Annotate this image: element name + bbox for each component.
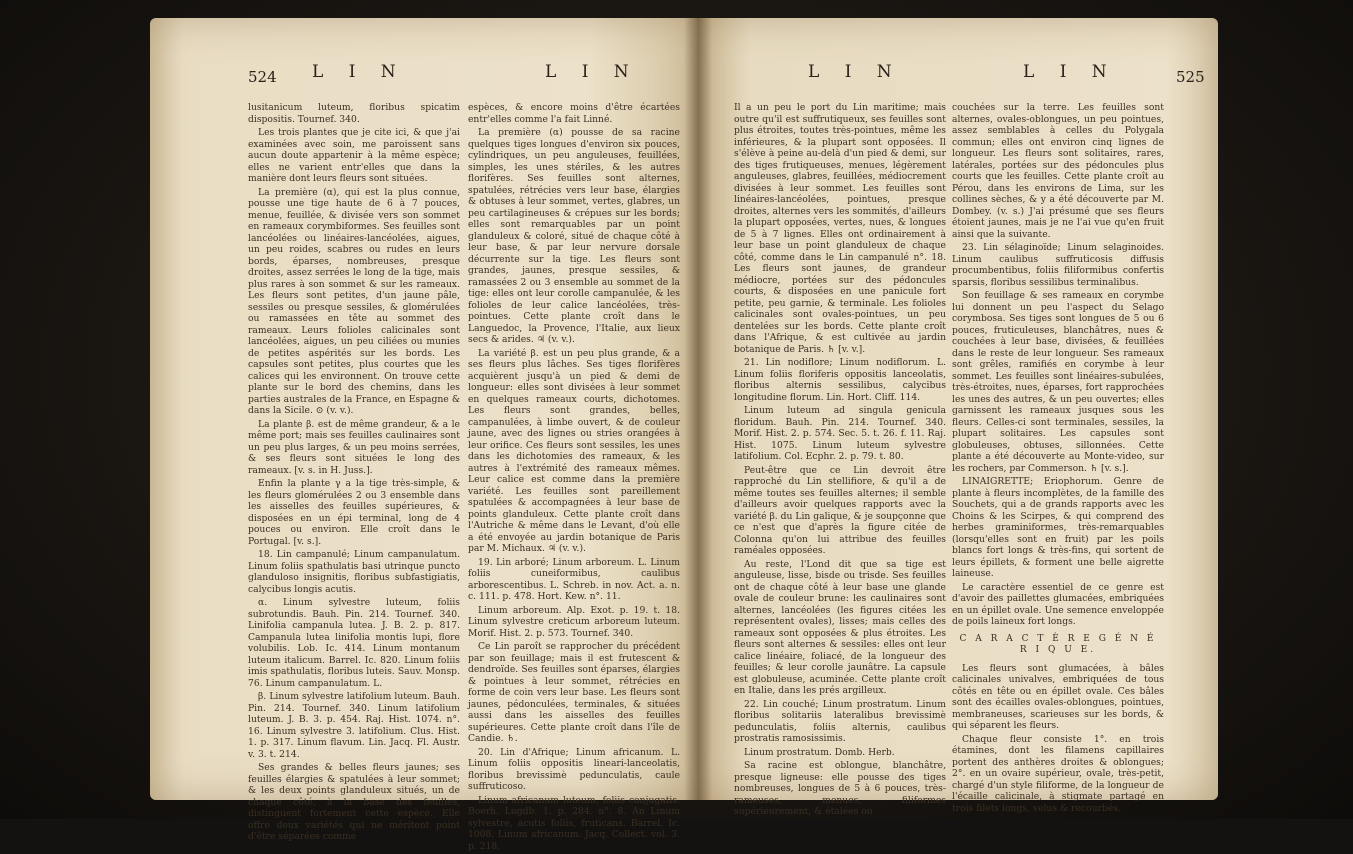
running-header-left: L I N [312, 62, 406, 82]
paragraph: lusitanicum luteum, floribus spicatim dispositis. Tournef. 340. [248, 102, 460, 125]
right-page-column-1 [734, 102, 946, 820]
left-page-column-2 [468, 102, 680, 854]
paragraph: Peut-être que ce Lin devroit être rapproché du Lin stellifiore, & qu'il a de même toutes ses feuilles alternes; il semble d'ailleurs avoir quelques rapports avec la variété β. du Lin galique, & je soupçonne que ce n'est que d'après la figure citée de Colonna qu'on lui attribue des feuilles raméales opposées. [734, 464, 946, 556]
running-header-left-col2: L I N [545, 62, 639, 82]
paragraph: La variété β. est un peu plus grande, & a ses fleurs plus lâches. Ses tiges florifères acquièrent jusqu'à un pied & demi de longueur: elles sont divisées à leur sommet en quelques rameaux courts, dichotomes. Les fleurs sont grandes, belles, campanulées, à limbe ouvert, & de couleur jaune, avec des lignes ou stries orangées à leur orifice. Ces fleurs sont sessiles, les unes dans les dichotomies des rameaux, & les autres à l'extrémité des rameaux mêmes. Leur calice est comme dans la première variété. Les feuilles sont pareillement spatulées & accompagnées à leur base de points glanduleux. Cette plante croît dans l'Autriche & même dans le Levant, d'où elle a été envoyée au jardin botanique de Paris par M. Michaux. ♃ (v. v.). [468, 347, 680, 554]
right-page [698, 18, 1218, 817]
running-header-right-col2: L I N [1023, 62, 1117, 82]
paragraph: Ce Lin paroît se rapprocher du précédent par son feuillage; mais il est frutescent & dendroïde. Ses feuilles sont éparses, élargies & pointues à leur sommet, rétrécies en forme de coin vers leur base. Les fleurs sont jaunes, pédonculées, terminales, & situées aussi dans les aisselles des feuilles supérieures. Cette plante croît dans l'île de Candie. ♄. [468, 641, 680, 744]
page-number-left: 524 [248, 68, 277, 86]
paragraph: Les trois plantes que je cite ici, & que j'ai examinées avec soin, me paroissent sans aucun doute appartenir à la même espèce; elles ne varient entr'elles que dans la manière dont leurs fleurs sont situées. [248, 127, 460, 184]
entry-heading: 20. Lin d'Afrique; Linum africanum. L. Linum foliis oppositis lineari-lanceolatis, floribus brevissimè pedunculatis, caule suffruticoso. [468, 746, 680, 792]
left-page-column-1 [248, 102, 460, 845]
entry-heading: 18. Lin campanulé; Linum campanulatum. Linum foliis spathulatis basi utrinque puncto glanduloso insignitis, floribus subfastigiatis, calycibus longis acutis. [248, 549, 460, 595]
paragraph: Linum prostratum. Domb. Herb. [744, 746, 895, 758]
paragraph: La plante β. est de même grandeur, & a le même port; mais ses feuilles caulinaires sont un peu plus larges, & un peu moins serrées, & ses fleurs sont situées le long des rameaux. [v. s. in H. Juss.]. [248, 418, 460, 476]
paragraph: La première (α) pousse de sa racine quelques tiges longues d'environ six pouces, cylindriques, un peu anguleuses, feuillées, simples, les unes stériles, & les autres florifères. Ses feuilles sont alternes, spatulées, rétrécies vers leur base, élargies & obtuses à leur sommet, vertes, glabres, un peu cartilagineuses & crépues sur les bords; elles sont remarquables par un point glanduleux & coloré, situé de chaque côté à leur base, & par leur nervure dorsale décurrente sur la tige. Les fleurs sont grandes, jaunes, presque sessiles, & ramassées 2 ou 3 ensemble au sommet de la tige: elles ont leur corolle campanulée, & les folioles de leur calice lancéolées, très-pointues. Cette plante croît dans le Languedoc, la Provence, l'Italie, aux lieux secs & arides. ♃ (v. v.). [468, 127, 680, 345]
page-number-right: 525 [1176, 68, 1205, 86]
paragraph: Il a un peu le port du Lin maritime; mais outre qu'il est suffrutiqueux, ses feuilles sont plus étroites, toutes très-pointues, même les inférieures, & la plupart sont opposées. Il s'élève à peine au-delà d'un pied & demi, sur des tiges frutiqueuses, menues, légèrement anguleuses, glabres, feuillées, médiocrement divisées à leur sommet. Les feuilles sont linéaires-lancéolées, pointues, presque droites, alternes vers les sommités, d'ailleurs la plupart opposées, vertes, nues, & longues de 5 à 7 lignes. Elles ont ordinairement à leur base un point glanduleux de chaque côté, comme dans le Lin campanulé n°. 18. Les fleurs sont jaunes, de grandeur médiocre, portées sur des pédoncules courts, & disposées en une panicule fort petite, peu garnie, & terminale. Les folioles calicinales sont ovales-pointues, un peu dentelées sur les bords. Cette plante croît dans l'Afrique, & est cultivée au jardin botanique de Paris. ♄ [v. v.]. [734, 102, 946, 355]
paragraph: Sa racine est oblongue, blanchâtre, presque ligneuse: elle pousse des tiges nombreuses, longues de 5 à 6 pouces, très-rameuses, menues, filiformes supérieurement, & étalées ou [734, 760, 946, 817]
paragraph: α. Linum sylvestre luteum, foliis subrotundis. Bauh. Pin. 214. Tournef. 340. Linifolia campanula lutea. J. B. 2. p. 817. Campanula lutea linifolia montis lupi, flore volubilis. Lob. Ic. 414. Linum montanum luteum italicum. Barrel. Ic. 820. Linum foliis imis spathulatis, floribus luteis. Sauv. Monsp. 76. Linum campanulatum. L. [248, 597, 460, 689]
paragraph: Le caractère essentiel de ce genre est d'avoir des paillettes glumacées, embriquées en un épillet ovale. Une semence enveloppée de poils laineux fort longs. [952, 581, 1164, 627]
paragraph: couchées sur la terre. Les feuilles sont alternes, ovales-oblongues, un peu pointues, assez semblables à celles du Polygala commun; elles ont environ cinq lignes de longueur. Les fleurs sont solitaires, rares, latérales, portées sur des pédoncules plus courts que les feuilles. Cette plante croît au Pérou, dans les environs de Lima, sur les collines sèches, & y a été découverte par M. Dombey. (v. s.) J'ai présumé que ses fleurs étoient jaunes, mais je ne l'ai vue qu'en fruit ainsi que la suivante. [952, 102, 1164, 240]
paragraph: La première (α), qui est la plus connue, pousse une tige haute de 6 à 7 pouces, menue, feuillée, & divisée vers son sommet en rameaux corymbiformes. Ses feuilles sont lancéolées ou linéaires-lancéolées, aigues, un peu roides, scabres ou rudes en leurs bords, éparses, nombreuses, presque droites, assez serrées le long de la tige, mais plus rares à son sommet & sur les rameaux. Les fleurs sont petites, d'un jaune pâle, sessiles ou presque sessiles, & glomérulées ou ramassées en tête au sommet des rameaux. Leurs folioles calicinales sont lancéolées, aigues, un peu ciliées ou munies de petites aspérités sur les bords. Les capsules sont petites, plus courtes que les calices qui les environnent. On trouve cette plante sur le bord des chemins, dans les parties australes de la France, en Espagne & dans la Sicile. ⊙ (v. v.). [248, 186, 460, 416]
paragraph: Linum arboreum. Alp. Exot. p. 19. t. 18. Linum sylvestre creticum arboreum luteum. Morif. Hist. 2. p. 573. Tournef. 340. [468, 604, 680, 639]
paragraph: Au reste, l'Lond dit que sa tige est anguleuse, lisse, bisde ou trisde. Ses feuilles ont de chaque côté à leur base une glande ovale de couleur brune: les caulinaires sont alternes, lancéolées (les figures citées les représentent ovales), lisses; mais celles des rameaux sont opposées & plus étroites. Les fleurs sont alternes & sessiles: elles ont leur calice linéaire, foliacé, de la longueur des feuilles; & leur corolle jaunâtre. La capsule est globuleuse, acuminée. Cette plante croît en Italie, dans les prés argilleux. [734, 558, 946, 696]
paragraph: Linum africanum luteum, foliis conjugatis. Boerh. Lugdb. 1. p. 284. n°. 8. An Linum sylvestre, acutis foliis, fruticans. Barrel. Ic. 1008. Linum africanum. Jacq. Collect. vol. 3. p. 218. [468, 794, 680, 852]
paragraph: β. Linum sylvestre latifolium luteum. Bauh. Pin. 214. Tournef. 340. Linum latifolium luteum. J. B. 3. p. 454. Raj. Hist. 1074. n°. 16. Linum sylvestre 3. latifolium. Clus. Hist. 1. p. 317. Linum flavum. Lin. Jacq. Fl. Austr. v. 3. t. 214. [248, 691, 460, 760]
genus-heading: LINAIGRETTE; Eriophorum. Genre de plante à fleurs incomplètes, de la famille des Souchets, qui a de grands rapports avec les Choins & les Scirpes, & qui comprend des herbes graminiformes, très-remarquables (lorsqu'elles sont en fruit) par les poils blancs fort longs & très-fins, qui sortent de leurs épillets, & forment une belle aigrette laineuse. [952, 476, 1164, 579]
left-page [150, 18, 698, 852]
book-gutter [684, 18, 712, 800]
entry-heading: 21. Lin nodiflore; Linum nodiflorum. L. Linum foliis floriferis oppositis lanceolatis, floribus alternis sessilibus, calycibus longitudine florum. Lin. Hort. Cliff. 114. [734, 357, 946, 403]
paragraph: Chaque fleur consiste 1°. en trois étamines, dont les filamens capillaires portent des anthères droites & oblongues; 2°. en un ovaire supérieur, ovale, très-petit, chargé d'un style filiforme, de la longueur de l'écaille calicinale, à stigmate partagé en trois filets longs, velus & recourbés. [952, 733, 1164, 814]
entry-heading: 22. Lin couché; Linum prostratum. Linum floribus solitariis lateralibus brevissimè pedunculatis, foliis alternis, caulibus prostratis ramosissimis. [734, 698, 946, 744]
paragraph: espèces, & encore moins d'être écartées entr'elles comme l'a fait Linné. [468, 102, 680, 125]
section-title: C A R A C T È R E G É N É R I Q U E. [959, 633, 1157, 655]
entry-heading: 19. Lin arboré; Linum arboreum. L. Linum foliis cuneiformibus, caulibus arborescentibus. L. Schreb. in nov. Act. a. n. c. 111. p. 478. Hort. Kew. n°. 11. [468, 556, 680, 602]
paragraph: Enfin la plante γ a la tige très-simple, & les fleurs glomérulées 2 ou 3 ensemble dans les aisselles des feuilles supérieures, & disposées en un épi terminal, long de 4 pouces ou environ. Elle croît dans le Portugal. [v. s.]. [248, 478, 460, 547]
paragraph: Linum luteum ad singula genicula floridum. Bauh. Pin. 214. Tournef. 340. Morif. Hist. 2. p. 574. Sec. 5. t. 26. f. 11. Raj. Hist. 1075. Linum luteum sylvestre latifolium. Col. Ecphr. 2. p. 79. t. 80. [734, 405, 946, 462]
right-page-column-2 [952, 102, 1164, 816]
running-header-right: L I N [808, 62, 902, 82]
paragraph: Son feuillage & ses rameaux en corymbe lui donnent un peu l'aspect du Selago corymbosa. Ses tiges sont longues de 5 ou 6 pouces, fruticuleuses, blanchâtres, nues & couchées à leur base, divisées, & feuillées dans le reste de leur longueur. Ses rameaux sont grêles, ramifiés en corymbe à leur sommet. Les feuilles sont linéaires-subulées, très-étroites, nues, éparses, fort rapprochées les unes des autres, & un peu ouvertes; elles garnissent les rameaux jusques sous les fleurs. Celles-ci sont terminales, sessiles, la plupart solitaires. Les capsules sont globuleuses, obtuses, sillonnées. Cette plante a été découverte au Monte-video, sur les rochers, par Commerson. ♄ [v. s.]. [952, 290, 1164, 474]
entry-heading: 23. Lin sélaginoïde; Linum selaginoides. Linum caulibus suffruticosis diffusis procumbentibus, foliis filiformibus confertis sparsis, floribus sessilibus terminalibus. [952, 242, 1164, 288]
paragraph: Ses grandes & belles fleurs jaunes; ses feuilles élargies & spatulées à leur sommet; & les deux points glanduleux situés, un de chaque côté, à la base des feuilles, distinguent fortement cette espèce. Elle offre deux variétés qui ne méritent point d'être séparées comme [248, 762, 460, 842]
paragraph: Les fleurs sont glumacées, à bâles calicinales univalves, embriquées de tous côtés en tête ou en épillet ovale. Ces bâles sont des écailles ovales-oblongues, pointues, membraneuses, scarieuses sur les bords, & qui séparent les fleurs. [952, 662, 1164, 731]
